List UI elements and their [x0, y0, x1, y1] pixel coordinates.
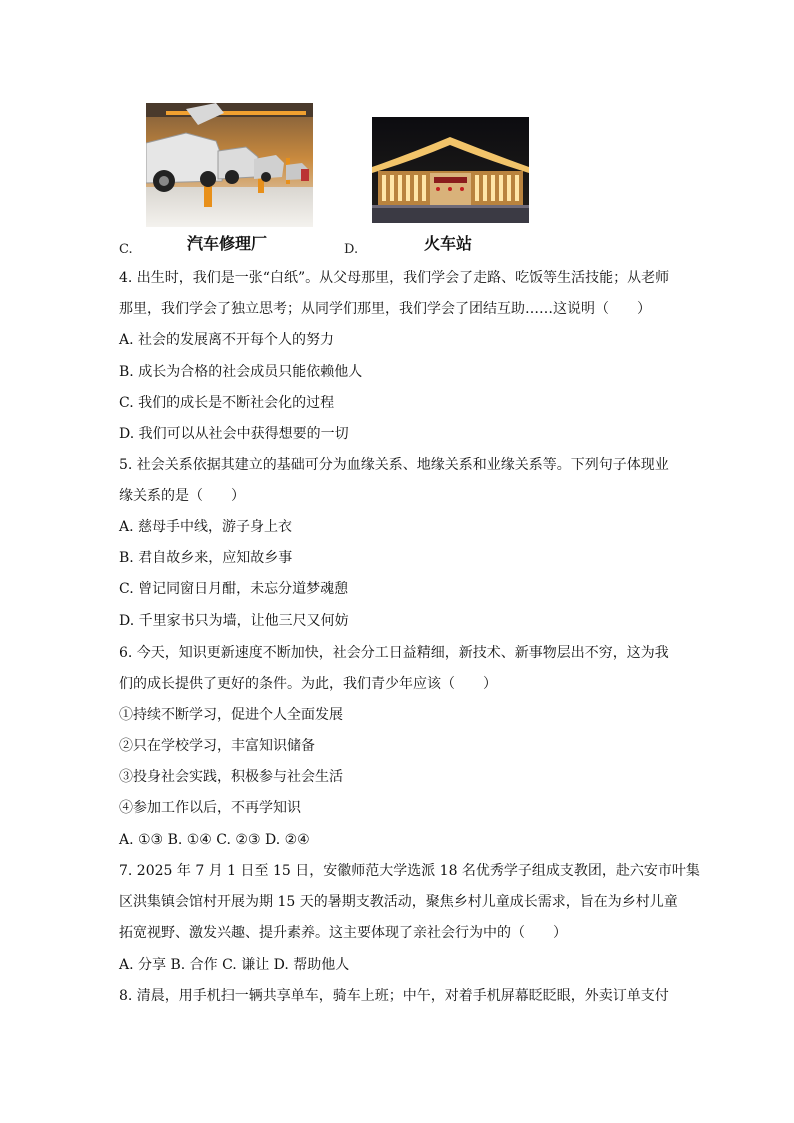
question-6-choices: A. ①③ B. ①④ C. ②③ D. ②④	[119, 832, 310, 848]
question-6-statement-4: ④参加工作以后，不再学知识	[119, 800, 301, 816]
question-6-statement-1: ①持续不断学习，促进个人全面发展	[119, 707, 343, 723]
option-c-letter: C.	[119, 242, 133, 257]
option-d-letter: D.	[344, 242, 359, 257]
question-5-option-c: C. 曾记同窗日月酣，未忘分道梦魂憩	[119, 581, 349, 597]
question-4-stem-line-2: 那里，我们学会了独立思考；从同学们那里，我们学会了团结互助……这说明（ ）	[119, 301, 651, 317]
question-5-option-a: A. 慈母手中线，游子身上衣	[119, 519, 293, 535]
car-repair-workshop-image	[146, 103, 313, 227]
question-7-stem-line-1: 7. 2025 年 7 月 1 日至 15 日，安徽师范大学选派 18 名优秀学子组成支教团，赴六安市叶集	[119, 863, 700, 879]
train-station-image	[372, 117, 529, 223]
question-7-stem-line-3: 拓宽视野、激发兴趣、提升素养。这主要体现了亲社会行为中的（ ）	[119, 925, 567, 941]
question-5-option-b: B. 君自故乡来，应知故乡事	[119, 550, 293, 566]
train-station-illustration	[372, 117, 529, 223]
question-7-choices: A. 分享 B. 合作 C. 谦让 D. 帮助他人	[119, 957, 350, 973]
question-5-stem-line-1: 5. 社会关系依据其建立的基础可分为血缘关系、地缘关系和业缘关系等。下列句子体现业	[119, 457, 669, 473]
question-6-statement-2: ②只在学校学习，丰富知识储备	[119, 738, 315, 754]
car-repair-workshop-illustration	[146, 103, 313, 227]
question-4-option-b: B. 成长为合格的社会成员只能依赖他人	[119, 364, 363, 380]
question-4-option-d: D. 我们可以从社会中获得想要的一切	[119, 426, 349, 442]
option-d-caption: 火车站	[424, 234, 473, 253]
question-5-stem-line-2: 缘关系的是（ ）	[119, 488, 245, 504]
question-6-statement-3: ③投身社会实践，积极参与社会生活	[119, 769, 343, 785]
question-4-option-c: C. 我们的成长是不断社会化的过程	[119, 395, 335, 411]
question-8-stem-line-1: 8. 清晨，用手机扫一辆共享单车，骑车上班；中午，对着手机屏幕眨眨眼，外卖订单支付	[119, 988, 669, 1004]
question-4-option-a: A. 社会的发展离不开每个人的努力	[119, 332, 335, 348]
question-6-stem-line-1: 6. 今天，知识更新速度不断加快，社会分工日益精细，新技术、新事物层出不穷，这为我	[119, 645, 669, 661]
question-4-stem-line-1: 4. 出生时，我们是一张“白纸”。从父母那里，我们学会了走路、吃饭等生活技能；从老师	[119, 270, 670, 286]
question-6-stem-line-2: 们的成长提供了更好的条件。为此，我们青少年应该（ ）	[119, 676, 497, 692]
option-c-caption: 汽车修理厂	[187, 234, 268, 253]
question-7-stem-line-2: 区洪集镇会馆村开展为期 15 天的暑期支教活动，聚焦乡村儿童成长需求，旨在为乡村儿童	[119, 894, 678, 910]
question-5-option-d: D. 千里家书只为墙，让他三尺又何妨	[119, 613, 349, 629]
